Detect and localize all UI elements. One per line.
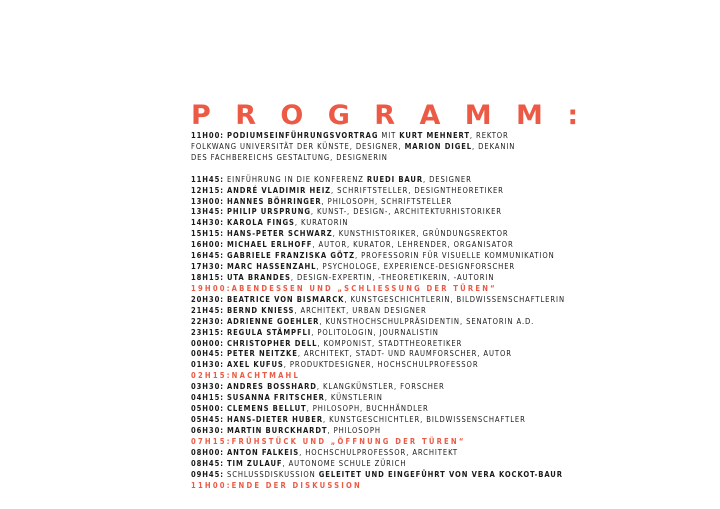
- schedule-time: 03H30:: [191, 382, 224, 392]
- schedule-break-row: [191, 284, 711, 295]
- intro-speaker-1-role: , REKTOR: [469, 131, 509, 140]
- schedule-time: 05H00:: [191, 404, 224, 414]
- schedule-row: [191, 207, 711, 218]
- schedule-time: 19H00:: [191, 283, 232, 293]
- schedule-role: , PHILOSOPH: [327, 425, 381, 435]
- schedule-time: 01H30:: [191, 360, 224, 370]
- intro-connector: MIT: [378, 131, 400, 140]
- schedule-row: [191, 393, 711, 404]
- schedule-time: 12H15:: [191, 185, 224, 195]
- schedule-row: [191, 470, 711, 481]
- schedule-time: 14H30:: [191, 218, 224, 228]
- schedule-speaker: HANS-PETER SCHWARZ: [226, 229, 333, 239]
- schedule-time: 22H30:: [191, 316, 224, 326]
- schedule-role: , KUNST-, DESIGN-, ARCHITEKTURHISTORIKER: [310, 207, 502, 217]
- schedule-speaker: PETER NEITZKE: [226, 349, 298, 359]
- schedule-time: 11H00:: [191, 480, 232, 490]
- schedule-speaker: AXEL KUFUS: [226, 360, 284, 370]
- schedule-row: [191, 240, 711, 251]
- schedule-time: 16H00:: [191, 240, 224, 250]
- schedule-time: 18H15:: [191, 272, 224, 282]
- schedule-role: , DESIGN-EXPERTIN, -THEORETIKERIN, -AUTORIN: [290, 272, 495, 282]
- intro-time: 11H00:: [191, 131, 224, 140]
- schedule-time: 15H15:: [191, 229, 224, 239]
- schedule-speaker: BEATRICE VON BISMARCK: [226, 294, 345, 304]
- schedule-role: , KUNSTGESCHICHTLERIN, BILDWISSENSCHAFTLERIN: [344, 294, 565, 304]
- schedule-break-label: FRÜHSTÜCK UND „ÖFFNUNG DER TÜREN“: [231, 436, 466, 446]
- schedule-role: , PSYCHOLOGE, EXPERIENCE-DESIGNFORSCHER: [316, 262, 516, 272]
- schedule-speaker: CHRISTOPHER DELL: [226, 338, 318, 348]
- schedule-time: 02H15:: [191, 371, 232, 381]
- schedule-event: SCHLUSSDISKUSSION: [226, 469, 319, 479]
- section-gap: [191, 164, 711, 175]
- schedule-row: [191, 197, 711, 208]
- schedule-time: 16H45:: [191, 251, 224, 261]
- schedule-speaker: UTA BRANDES: [226, 272, 291, 282]
- schedule-time: 23H15:: [191, 327, 224, 337]
- schedule-row: [191, 404, 711, 415]
- schedule-break-row: [191, 437, 711, 448]
- schedule-speaker: KAROLA FINGS: [226, 218, 295, 228]
- schedule-speaker: ANDRES BOSSHARD: [226, 382, 317, 392]
- schedule-time: 08H45:: [191, 458, 224, 468]
- schedule-row: [191, 229, 711, 240]
- schedule-role: , POLITOLOGIN, JOURNALISTIN: [311, 327, 439, 337]
- schedule-speaker: MARTIN BURCKHARDT: [226, 425, 328, 435]
- schedule-role: , KÜNSTLERIN: [324, 393, 383, 403]
- schedule-time: 13H00:: [191, 196, 224, 206]
- schedule-row: [191, 262, 711, 273]
- schedule-break-label: ENDE DER DISKUSSION: [231, 480, 362, 490]
- schedule-row: [191, 382, 711, 393]
- schedule-row: [191, 273, 711, 284]
- intro-line-2: [191, 142, 711, 153]
- schedule-speaker: REGULA STÄMPFLI: [226, 327, 312, 337]
- schedule-speaker: BERND KNIESS: [226, 305, 295, 315]
- schedule-row: [191, 175, 711, 186]
- intro-speaker-1: KURT MEHNERT: [399, 131, 470, 140]
- schedule-speaker: GABRIELE FRANZISKA GÖTZ: [226, 251, 355, 261]
- schedule-break-label: ABENDESSEN UND „SCHLIESSUNG DER TÜREN“: [231, 283, 497, 293]
- schedule-speaker: PHILIP URSPRUNG: [226, 207, 311, 217]
- schedule-row: [191, 251, 711, 262]
- schedule-row: [191, 426, 711, 437]
- schedule-speaker: CLEMENS BELLUT: [226, 404, 307, 414]
- schedule-speaker: MICHAEL ERLHOFF: [226, 240, 313, 250]
- intro-speaker-2: MARION DIGEL: [404, 141, 473, 151]
- schedule-row: [191, 360, 711, 371]
- schedule-row: [191, 459, 711, 470]
- schedule-time: 17H30:: [191, 262, 224, 272]
- schedule-time: 05H45:: [191, 414, 224, 424]
- schedule-speaker: SUSANNA FRITSCHER: [226, 393, 325, 403]
- schedule-break-row: [191, 481, 711, 492]
- schedule-row: [191, 349, 711, 360]
- schedule-row: [191, 306, 711, 317]
- program-list: [191, 131, 711, 491]
- schedule-role: , KUNSTGESCHICHTLER, BILDWISSENSCHAFTLER: [322, 414, 526, 424]
- schedule-row: [191, 448, 711, 459]
- schedule-role: , KURATORIN: [294, 218, 349, 228]
- schedule-speaker: ANDRÉ VLADIMIR HEIZ: [226, 185, 332, 195]
- schedule-role: , PRODUKTDESIGNER, HOCHSCHULPROFESSOR: [283, 360, 479, 370]
- schedule-speaker: HANNES BÖHRINGER: [226, 196, 322, 206]
- schedule-speaker: ADRIENNE GOEHLER: [226, 316, 320, 326]
- schedule-break-label: NACHTMAHL: [231, 371, 301, 381]
- schedule-row: [191, 186, 711, 197]
- intro-line-3: [191, 153, 711, 164]
- schedule-time: 11H45:: [191, 174, 224, 184]
- schedule-time: 09H45:: [191, 469, 224, 479]
- schedule-role: , PHILOSOPH, BUCHHÄNDLER: [306, 404, 429, 414]
- schedule-speaker: RUEDI BAUR: [366, 174, 423, 184]
- schedule-time: 08H00:: [191, 447, 224, 457]
- schedule-time: 00H45:: [191, 349, 224, 359]
- intro-line-3-text: DES FACHBEREICHS GESTALTUNG, DESIGNERIN: [191, 152, 388, 162]
- schedule-role: , PROFESSORIN FÜR VISUELLE KOMMUNIKATION: [354, 251, 555, 261]
- schedule-role: , PHILOSOPH, SCHRIFTSTELLER: [321, 196, 453, 206]
- schedule-row: [191, 339, 711, 350]
- schedule-speaker: TIM ZULAUF: [226, 458, 283, 468]
- schedule-row: [191, 328, 711, 339]
- intro-line-1: [191, 131, 711, 142]
- schedule-role: , DESIGNER: [423, 174, 472, 184]
- schedule-time: 07H15:: [191, 436, 232, 446]
- schedule-event: EINFÜHRUNG IN DIE KONFERENZ: [226, 174, 367, 184]
- schedule-role: , AUTONOME SCHULE ZÜRICH: [282, 458, 407, 468]
- schedule-role: , KLANGKÜNSTLER, FORSCHER: [316, 382, 445, 392]
- schedule-role: , AUTOR, KURATOR, LEHRENDER, ORGANISATOR: [312, 240, 514, 250]
- intro-speaker-2-role: , DEKANIN: [472, 141, 516, 151]
- schedule-speaker: MARC HASSENZAHL: [226, 262, 317, 272]
- schedule-time: 20H30:: [191, 294, 224, 304]
- schedule-speaker: GELEITET UND EINGEFÜHRT VON VERA KOCKOT-BAUR: [318, 469, 563, 479]
- schedule-speaker: HANS-DIETER HUBER: [226, 414, 323, 424]
- schedule-role: , KOMPONIST, STADTTHEORETIKER: [317, 338, 463, 348]
- schedule-time: 06H30:: [191, 425, 224, 435]
- schedule-role: , ARCHITEKT, URBAN DESIGNER: [294, 305, 427, 315]
- schedule-time: 04H15:: [191, 393, 224, 403]
- schedule-row: [191, 415, 711, 426]
- schedule-speaker: ANTON FALKEIS: [226, 447, 300, 457]
- schedule-role: , SCHRIFTSTELLER, DESIGNTHEORETIKER: [331, 185, 504, 195]
- schedule-break-row: [191, 371, 711, 382]
- intro-event: PODIUMSEINFÜHRUNGSVORTRAG: [226, 131, 379, 140]
- schedule-time: 13H45:: [191, 207, 224, 217]
- intro-line-2-text: FOLKWANG UNIVERSITÄT DER KÜNSTE, DESIGNER,: [191, 141, 405, 151]
- schedule-role: , KUNSTHISTORIKER, GRÜNDUNGSREKTOR: [332, 229, 509, 239]
- schedule-time: 21H45:: [191, 305, 224, 315]
- program-title: PROGRAMM:: [191, 100, 603, 131]
- schedule-role: , KUNSTHOCHSCHULPRÄSIDENTIN, SENATORIN A.D.: [319, 316, 535, 326]
- schedule-row: [191, 295, 711, 306]
- schedule-role: , HOCHSCHULPROFESSOR, ARCHITEKT: [299, 447, 458, 457]
- schedule-role: , ARCHITEKT, STADT- UND RAUMFORSCHER, AUTOR: [297, 349, 512, 359]
- schedule-row: [191, 317, 711, 328]
- schedule-row: [191, 218, 711, 229]
- schedule-time: 00H00:: [191, 338, 224, 348]
